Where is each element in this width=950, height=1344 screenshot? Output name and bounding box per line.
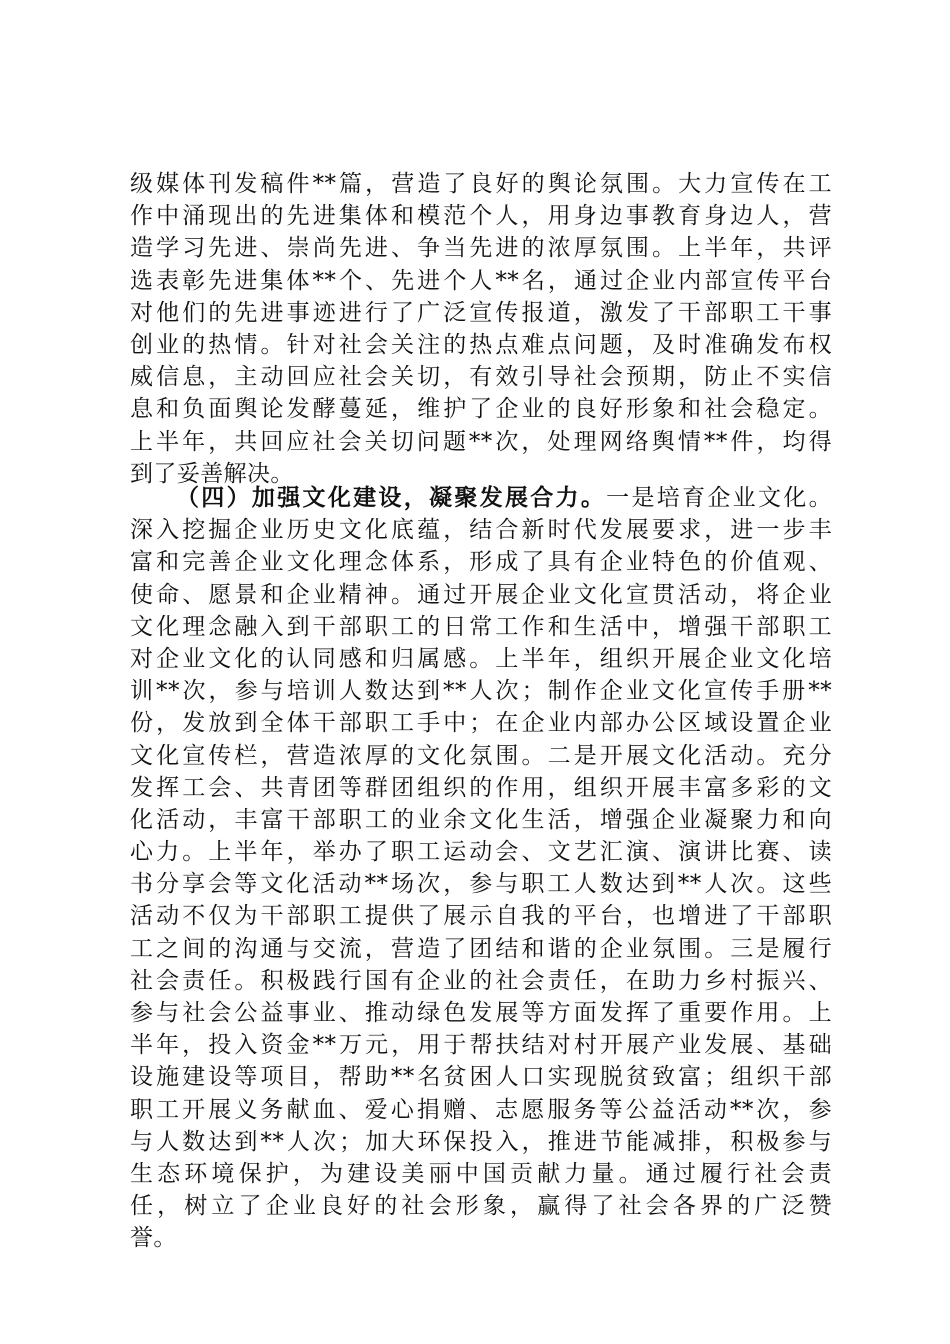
paragraph-line: 活动不仅为干部职工提供了展示自我的平台，也增进了干部职 [130,903,832,930]
paragraph-media-publicity [130,168,832,490]
paragraph-line: 份，发放到全体干部职工手中；在企业内部办公区域设置企业 [130,710,832,737]
paragraph-line: 化活动，丰富干部职工的业余文化生活，增强企业凝聚力和向 [130,806,832,833]
paragraph-line: 誉。 [130,1225,177,1252]
paragraph-line: 与人数达到**人次；加大环保投入，推进节能减排，积极参与 [130,1128,832,1155]
paragraph-first-line [130,482,832,514]
paragraph-line: 职工开展义务献血、爱心捐赠、志愿服务等公益活动**次，参 [130,1096,832,1123]
paragraph-line: 社会责任。积极践行国有企业的社会责任，在助力乡村振兴、 [130,967,832,994]
paragraph-line: 威信息，主动回应社会关切，有效引导社会预期，防止不实信 [130,364,832,391]
paragraph-line: 书分享会等文化活动**场次，参与职工人数达到**人次。这些 [130,871,832,898]
paragraph-line: 选表彰先进集体**个、先进个人**名，通过企业内部宣传平台 [130,267,832,294]
paragraph-line: 对企业文化的认同感和归属感。上半年，组织开展企业文化培 [130,645,832,672]
paragraph-line: 上半年，共回应社会关切问题**次，处理网络舆情**件，均得 [130,428,832,455]
paragraph-line: 训**次，参与培训人数达到**人次；制作企业文化宣传手册** [130,678,832,705]
paragraph-line: 级媒体刊发稿件**篇，营造了良好的舆论氛围。大力宣传在工 [130,171,832,197]
paragraph-line: 使命、愿景和企业精神。通过开展企业文化宣贯活动，将企业 [130,581,832,608]
paragraph-line: 工之间的沟通与交流，营造了团结和谐的企业氛围。三是履行 [130,935,832,962]
paragraph-line: 设施建设等项目，帮助**名贫困人口实现脱贫致富；组织干部 [130,1064,832,1091]
paragraph-line: 生态环境保护，为建设美丽中国贡献力量。通过履行社会责 [130,1160,832,1187]
paragraph-culture-building [130,482,832,1255]
paragraph-line: 心力。上半年，举办了职工运动会、文艺汇演、演讲比赛、读 [130,839,832,866]
paragraph-line: 文化理念融入到干部职工的日常工作和生活中，增强干部职工 [130,613,832,640]
paragraph-line: 半年，投入资金**万元，用于帮扶结对村开展产业发展、基础 [130,1032,832,1059]
paragraph-line: 参与社会公益事业、推动绿色发展等方面发挥了重要作用。上 [130,1000,832,1026]
paragraph-line: 到了妥善解决。 [130,460,294,487]
paragraph-line: 造学习先进、崇尚先进、争当先进的浓厚氛围。上半年，共评 [130,235,832,262]
paragraph-line: 文化宣传栏，营造浓厚的文化氛围。二是开展文化活动。充分 [130,742,832,769]
paragraph-line: 对他们的先进事迹进行了广泛宣传报道，激发了干部职工干事 [130,299,832,326]
paragraph-line: 息和负面舆论发酵蔓延，维护了企业的良好形象和社会稳定。 [130,396,832,423]
paragraph-line: 发挥工会、共青团等群团组织的作用，组织开展丰富多彩的文 [130,774,832,801]
paragraph-line: 任，树立了企业良好的社会形象，赢得了社会各界的广泛赞 [130,1193,832,1220]
paragraph-line: 深入挖掘企业历史文化底蕴，结合新时代发展要求，进一步丰 [130,517,832,544]
section-heading: （四）加强文化建设，凝聚发展合力。 [176,485,607,511]
first-line-text: 一是培育企业文化。 [606,485,832,511]
paragraph-line: 作中涌现出的先进集体和模范个人，用身边事教育身边人，营 [130,203,832,230]
paragraph-line: 富和完善企业文化理念体系，形成了具有企业特色的价值观、 [130,549,832,576]
paragraph-line: 创业的热情。针对社会关注的热点难点问题，及时准确发布权 [130,331,832,358]
